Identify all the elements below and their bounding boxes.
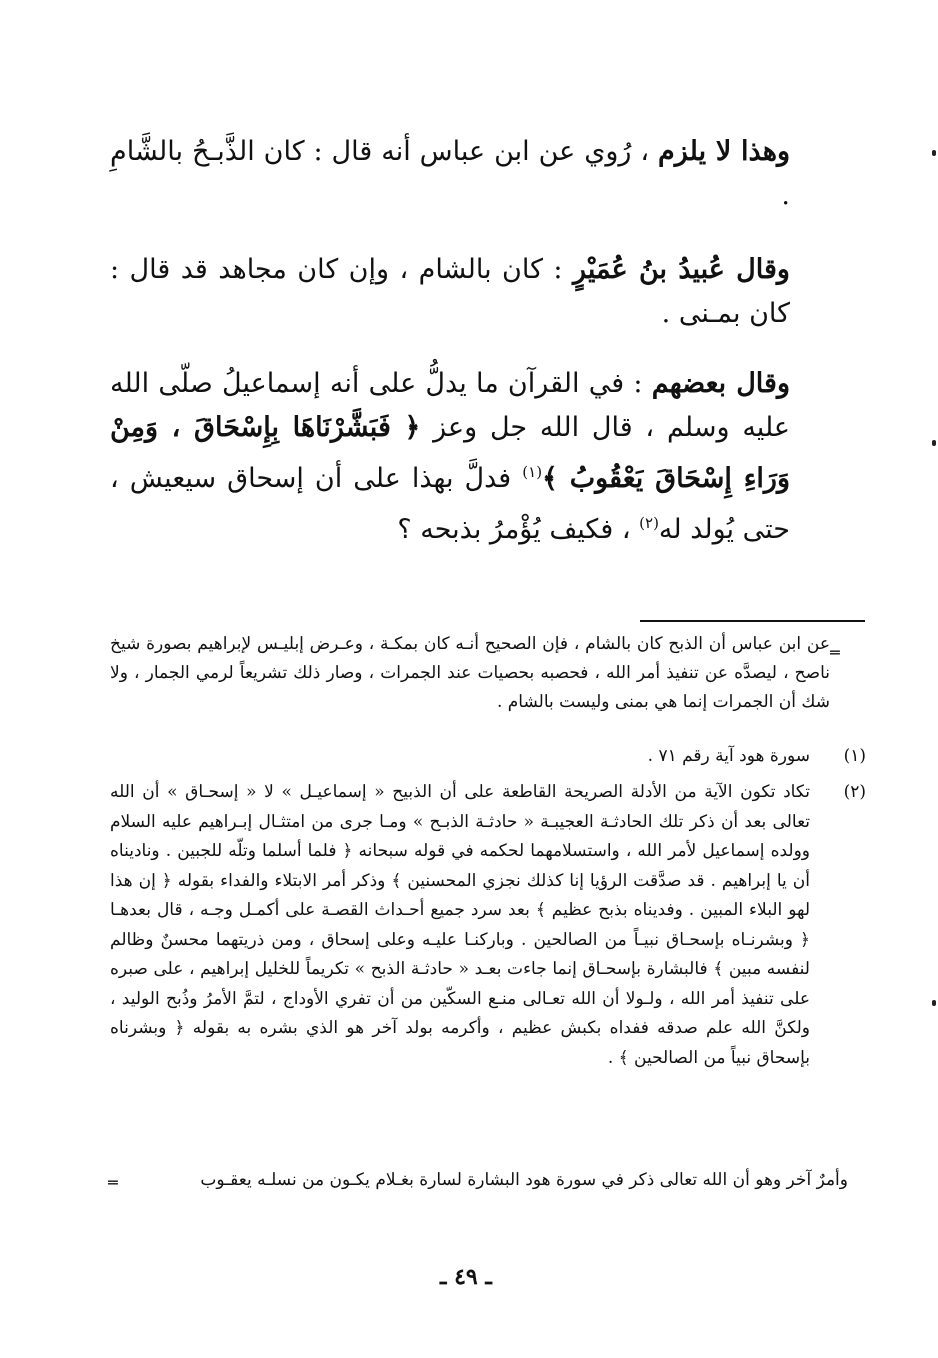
page-number: ـ ٤٩ ـ — [440, 1264, 492, 1290]
paragraph-1 — [110, 130, 790, 218]
margin-dot — [932, 1000, 936, 1006]
footnote-2-text: تكاد تكون الآية من الأدلة الصريحة القاطعة على أن الذبيح « إسماعيـل » لا « إسحـاق » أن الله تعالى بعد أن ذكر تلك الحادثـة العجيبـة « حادثـة الذبـح » ومـا جرى من امتثـال إبـراهيم عليه السلام وولده إسماعيل لأمر الله ، واستسلامهما لحكمه في قوله سبحانه ﴿ فلما أسلما وتلّه للجبين . وناديناه أن يا إبراهيم . قد صدَّقت الرؤيا إنا كذلك نجزي المحسنين ﴾ وذكر أمر الابتلاء والفداء بقوله ﴿ إن هذا لهو البلاء المبين . وفديناه بذبح عظيم ﴾ بعد سرد جميع أحـداث القصـة على أكمـل وجـه ، قال بعدهـا ﴿ وبشرنـاه بإسحـاق نبيـاً من الصالحين . وباركنـا عليـه وعلى إسحاق ، ومن ذريتهما محسنٌ وظالم لنفسه مبين ﴾ فالبشارة بإسحـاق إنما جاءت بعـد « حادثـة الذبح » تكريماً للخليل إبراهيم ، على صبره على تنفيذ أمر الله ، ولـولا أن الله تعـالى منـع السكّين من أن تفري الأوداج ، لتمَّ الأمرُ وذُبح الوليد ، ولكنَّ الله علم صدقه ففداه بكبش عظيم ، وأكرمه بولد آخر هو الذي بشره به بقوله ﴿ وبشرناه بإسحاق نبياً من الصالحين ﴾ . — [110, 782, 810, 1068]
continuation-mark-end: ═ — [108, 1173, 118, 1192]
continuation-mark: ═ — [830, 643, 840, 662]
footnote-1-number: (١) — [843, 746, 866, 766]
quran-quote: ﴿ فَبَشَّرْنَاهَا بِإِسْحَاقَ ، وَمِنْ وَرَاءِ إِسْحَاقَ يَعْقُوبُ ﴾ — [110, 412, 790, 494]
paragraph-2 — [110, 248, 790, 336]
paragraph-2-lead: وقال عُبيدُ بنُ عُمَيْرٍ — [572, 254, 790, 285]
paragraph-1-lead: وهذا لا يلزم — [658, 136, 790, 167]
margin-dot — [932, 440, 936, 446]
paragraph-3-text-a: : في القرآن ما يدلُّ على أنه إسماعيلُ صلّى الله عليه وسلم ، قال الله جل وعز — [110, 368, 790, 443]
paragraph-3-text-b: فدلَّ بهذا على أن إسحاق سيعيش ، حتى يُولد له — [110, 463, 790, 545]
margin-dot — [932, 150, 936, 156]
footnote-continuation-text: عن ابن عباس أن الذبح كان بالشام ، فإن الصحيح أنـه كان بمكـة ، وعـرض إبليـس لإبراهيم بصورة شيخ ناصح ، ليصدَّه عن تنفيذ أمر الله ، فحصبه بحصيات عند الجمرات ، وصار ذلك تشريعاً لرمي الجمار ، ولا شك أن الجمرات إنما هي بمنى وليست بالشام . — [110, 634, 830, 712]
footnote-2-tail-text: وأمرٌ آخر وهو أن الله تعالى ذكر في سورة هود البشارة لسارة بغـلام يكـون من نسلـه يعقـوب — [200, 1170, 848, 1190]
paragraph-1-text: ، رُوي عن ابن عباس أنه قال : كان الذَّبـحُ بالشَّامِ . — [110, 136, 790, 211]
footnote-separator — [640, 620, 865, 622]
footnote-ref-2: (٢) — [639, 514, 659, 532]
footnote-continuation — [110, 630, 830, 720]
footnote-ref-1: (١) — [522, 463, 543, 481]
paragraph-3-text-c: ، فكيف يُؤْمرُ بذبحه ؟ — [397, 514, 631, 545]
paragraph-2-text: : كان بالشام ، وإن كان مجاهد قد قال : كان بمـنى . — [110, 254, 790, 329]
paragraph-3 — [110, 362, 790, 552]
footnote-1-text: سورة هود آية رقم ٧١ . — [647, 746, 810, 766]
paragraph-3-lead: وقال بعضهم — [651, 368, 790, 399]
main-text — [110, 130, 790, 610]
footnote-2-tail — [128, 1166, 848, 1195]
footnote-2-number: (٢) — [843, 782, 866, 802]
